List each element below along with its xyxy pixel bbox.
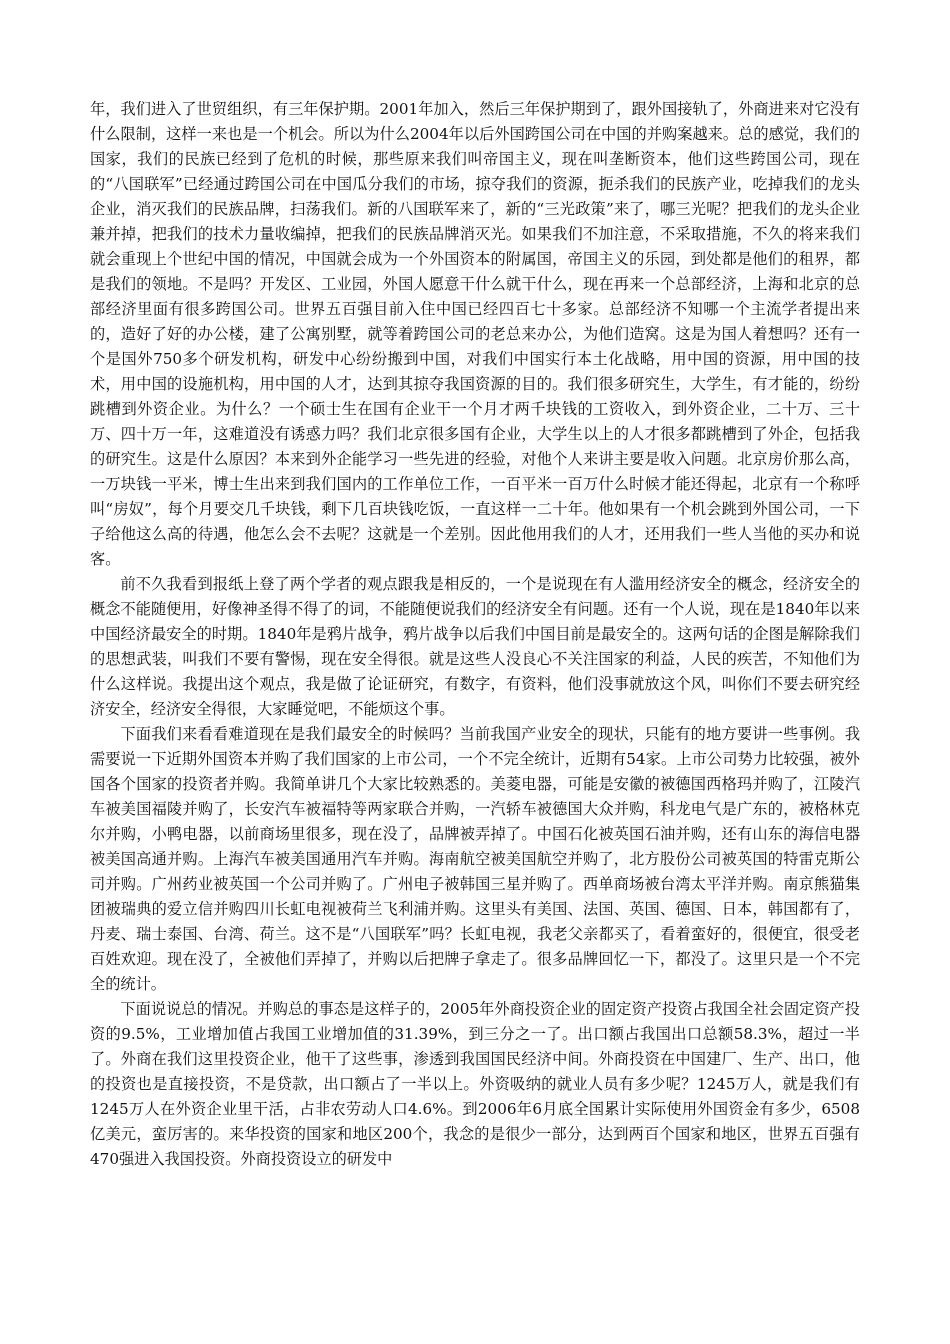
paragraph-1: 年，我们进入了世贸组织，有三年保护期。2001年加入，然后三年保护期到了，跟外国接轨了，外商进来对它没有什么限制，这样一来也是一个机会。所以为什么2004年以后外国跨国公司在中国的并购案越来。总的感觉，我们的国家，我们的民族已经到了危机的时候，那些原来我们叫帝国主义，现在叫垄断资本，他们这些跨国公司，现在的“八国联军”已经通过跨国公司在中国瓜分我们的市场，掠夺我们的资源，扼杀我们的民族产业，吃掉我们的龙头企业，消灭我们的民族品牌，扫荡我们。新的八国联军来了，新的“三光政策”来了，哪三光呢？把我们的龙头企业兼并掉，把我们的技术力量收编掉，把我们的民族品牌消灭光。如果我们不加注意，不采取措施，不久的将来我们就会重现上个世纪中国的情况，中国就会成为一个外国资本的附属国，帝国主义的乐园，到处都是他们的租界，都是我们的领地。不是吗？开发区、工业园，外国人愿意干什么就干什么，现在再来一个总部经济，上海和北京的总部经济里面有很多跨国公司。世界五百强目前入住中国已经四百七十多家。总部经济不知哪一个主流学者提出来的，造好了好的办公楼，建了公寓别墅，就等着跨国公司的老总来办公，为他们造窝。这是为国人着想吗？还有一个是国外750多个研发机构，研发中心纷纷搬到中国，对我们中国实行本土化战略，用中国的资源，用中国的技术，用中国的设施机构，用中国的人才，达到其掠夺我国资源的目的。我们很多研究生，大学生，有才能的，纷纷跳槽到外资企业。为什么？一个硕士生在国有企业干一个月才两千块钱的工资收入，到外资企业，二十万、三十万、四十万一年，这难道没有诱惑力吗？我们北京很多国有企业，大学生以上的人才很多都跳槽到了外企，包括我的研究生。这是什么原因？本来到外企能学习一些先进的经验，对他个人来讲主要是收入问题。北京房价那么高，一万块钱一平米，博士生出来到我们国内的工作单位工作，一百平米一百万什么时候才能还得起，北京有一个称呼叫“房奴”，每个月要交几千块钱，剩下几百块钱吃饭，一直这样一二十年。他如果有一个机会跳到外国公司，一下子给他这么高的待遇，他怎么会不去呢？这就是一个差别。因此他用我们的人才，还用我们一些人当他的买办和说客。 (90, 100, 860, 568)
paragraph-3: 下面我们来看看难道现在是我们最安全的时候吗？当前我国产业安全的现状，只能有的地方要讲一些事例。我需要说一下近期外国资本并购了我们国家的上市公司，一个不完全统计，近期有54家。上市公司势力比较强，被外国各个国家的投资者并购。我简单讲几个大家比较熟悉的。美菱电器，可能是安徽的被德国西格玛并购了，江陵汽车被美国福陵并购了，长安汽车被福特等两家联合并购，一汽轿车被德国大众并购，科龙电气是广东的，被格林克尔并购，小鸭电器，以前商场里很多，现在没了，品牌被弄掉了。中国石化被英国石油并购，还有山东的海信电器被美国高通并购。上海汽车被美国通用汽车并购。海南航空被美国航空并购了，北方股份公司被英国的特雷克斯公司并购。广州药业被英国一个公司并购了。广州电子被韩国三星并购了。西单商场被台湾太平洋并购。南京熊猫集团被瑞典的爱立信并购四川长虹电视被荷兰飞利浦并购。这里头有美国、法国、英国、德国、日本，韩国都有了，丹麦、瑞士泰国、台湾、荷兰。这不是“八国联军”吗？长虹电视，我老父亲都买了，看着蛮好的，很便宜，很受老百姓欢迎。现在没了，全被他们弄掉了，并购以后把牌子拿走了。很多品牌回忆一下，都没了。这里只是一个不完全的统计。 (90, 725, 860, 993)
paragraph-2: 前不久我看到报纸上登了两个学者的观点跟我是相反的，一个是说现在有人滥用经济安全的概念，经济安全的概念不能随便用，好像神圣得不得了的词，不能随便说我们的经济安全有问题。还有一个人说，现在是1840年以来中国经济最安全的时期。1840年是鸦片战争，鸦片战争以后我们中国目前是最安全的。这两句话的企图是解除我们的思想武装，叫我们不要有警惕，现在安全得很。就是这些人没良心不关注国家的利益，人民的疾苦，不知他们为什么这样说。我提出这个观点，我是做了论证研究，有数字，有资料，他们没事就放这个风，叫你们不要去研究经济安全，经济安全得很，大家睡觉吧，不能烦这个事。 (90, 575, 860, 718)
paragraph-4: 下面说说总的情况。并购总的事态是这样子的，2005年外商投资企业的固定资产投资占我国全社会固定资产投资的9.5%，工业增加值占我国工业增加值的31.39%，到三分之一了。出口额占我国出口总额58.3%，超过一半了。外商在我们这里投资企业，他干了这些事，渗透到我国国民经济中间。外商投资在中国建厂、生产、出口，他的投资也是直接投资，不是贷款，出口额占了一半以上。外资吸纳的就业人员有多少呢？1245万人，就是我们有1245万人在外资企业里干活，占非农劳动人口4.6%。到2006年6月底全国累计实际使用外国资金有多少，6508亿美元，蛮厉害的。来华投资的国家和地区200个，我念的是很少一部分，达到两百个国家和地区，世界五百强有470强进入我国投资。外商投资设立的研发中 (90, 1000, 860, 1168)
document-page (90, 97, 860, 1172)
